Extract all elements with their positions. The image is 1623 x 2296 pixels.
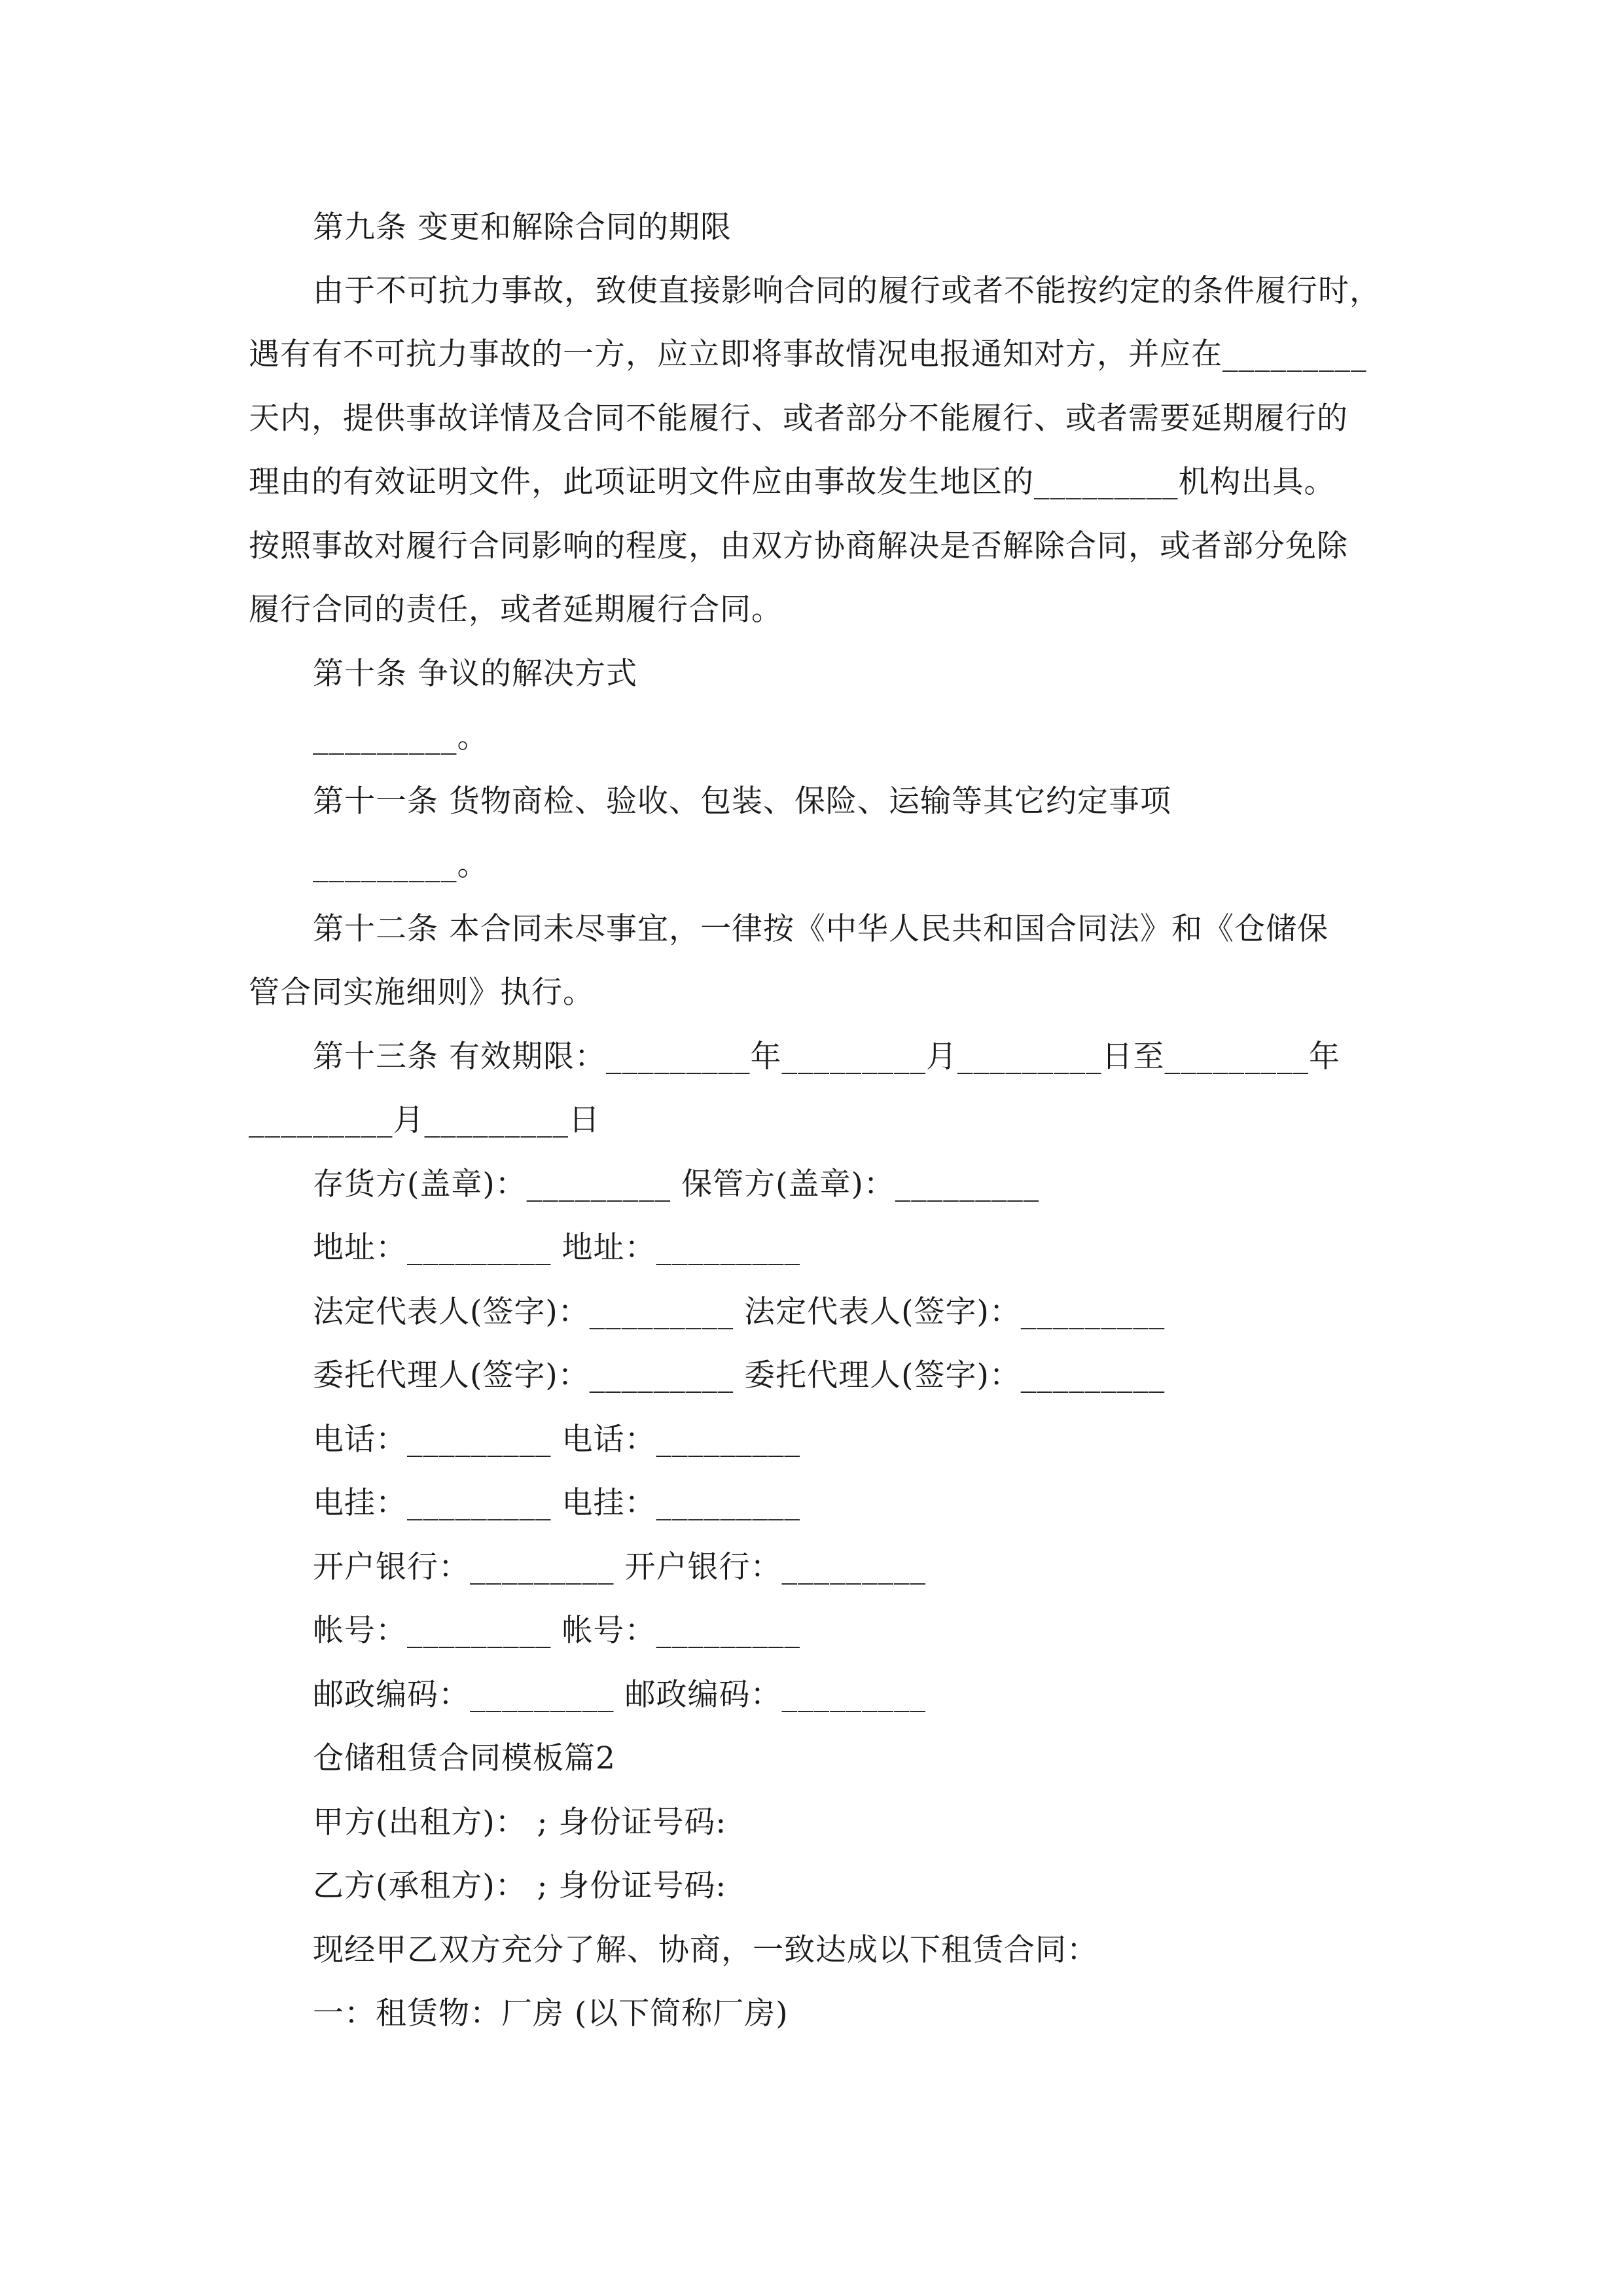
- signature-field-row: 存货方(盖章)：_________ 保管方(盖章)：_________: [313, 1166, 1040, 1202]
- signature-field-row: 邮政编码：_________ 邮政编码：_________: [313, 1677, 926, 1713]
- article-12-text: 第十二条 本合同未尽事宜，一律按《中华人民共和国合同法》和《仓储保: [313, 911, 1329, 947]
- blank-line: _________。: [313, 719, 489, 755]
- paragraph-line: 由于不可抗力事故，致使直接影响合同的履行或者不能按约定的条件履行时，: [313, 273, 1381, 309]
- signature-field-row: 开户银行：_________ 开户银行：_________: [313, 1549, 926, 1585]
- article-9-heading: 第九条 变更和解除合同的期限: [313, 209, 732, 245]
- signature-field-row: 电挂：_________ 电挂：_________: [313, 1485, 800, 1521]
- paragraph-line: 管合同实施细则》执行。: [249, 975, 594, 1011]
- article-11-heading: 第十一条 货物商检、验收、包装、保险、运输等其它约定事项: [313, 783, 1171, 819]
- article-10-heading: 第十条 争议的解决方式: [313, 656, 637, 692]
- section-title: 仓储租赁合同模板篇2: [313, 1740, 616, 1776]
- signature-field-row: 法定代表人(签字)：_________ 法定代表人(签字)：_________: [313, 1294, 1166, 1330]
- signature-field-row: 委托代理人(签字)：_________ 委托代理人(签字)：_________: [313, 1357, 1166, 1393]
- paragraph-line: 遇有有不可抗力事故的一方，应立即将事故情况电报通知对方，并应在_________: [249, 336, 1367, 372]
- party-b-line: 乙方(承租方)： ; 身份证号码:: [313, 1868, 727, 1904]
- lease-item-1: 一：租赁物：厂房 (以下简称厂房): [313, 1996, 789, 2032]
- signature-field-row: 电话：_________ 电话：_________: [313, 1422, 800, 1458]
- signature-field-row: 帐号：_________ 帐号：_________: [313, 1613, 800, 1649]
- party-a-line: 甲方(出租方)： ; 身份证号码:: [313, 1804, 727, 1840]
- signature-field-row: 地址：_________ 地址：_________: [313, 1230, 800, 1266]
- paragraph-line: _________月_________日: [249, 1102, 600, 1138]
- agreement-intro: 现经甲乙双方充分了解、协商，一致达成以下租赁合同：: [313, 1932, 1098, 1968]
- paragraph-line: 按照事故对履行合同影响的程度，由双方协商解决是否解除合同，或者部分免除: [249, 528, 1348, 564]
- blank-line: _________。: [313, 847, 489, 883]
- paragraph-line: 理由的有效证明文件，此项证明文件应由事故发生地区的_________机构出具。: [249, 464, 1336, 500]
- paragraph-line: 天内，提供事故详情及合同不能履行、或者部分不能履行、或者需要延期履行的: [249, 401, 1348, 437]
- article-13-text: 第十三条 有效期限：_________年_________月_________日至_________年: [313, 1039, 1340, 1075]
- paragraph-line: 履行合同的责任，或者延期履行合同。: [249, 592, 783, 628]
